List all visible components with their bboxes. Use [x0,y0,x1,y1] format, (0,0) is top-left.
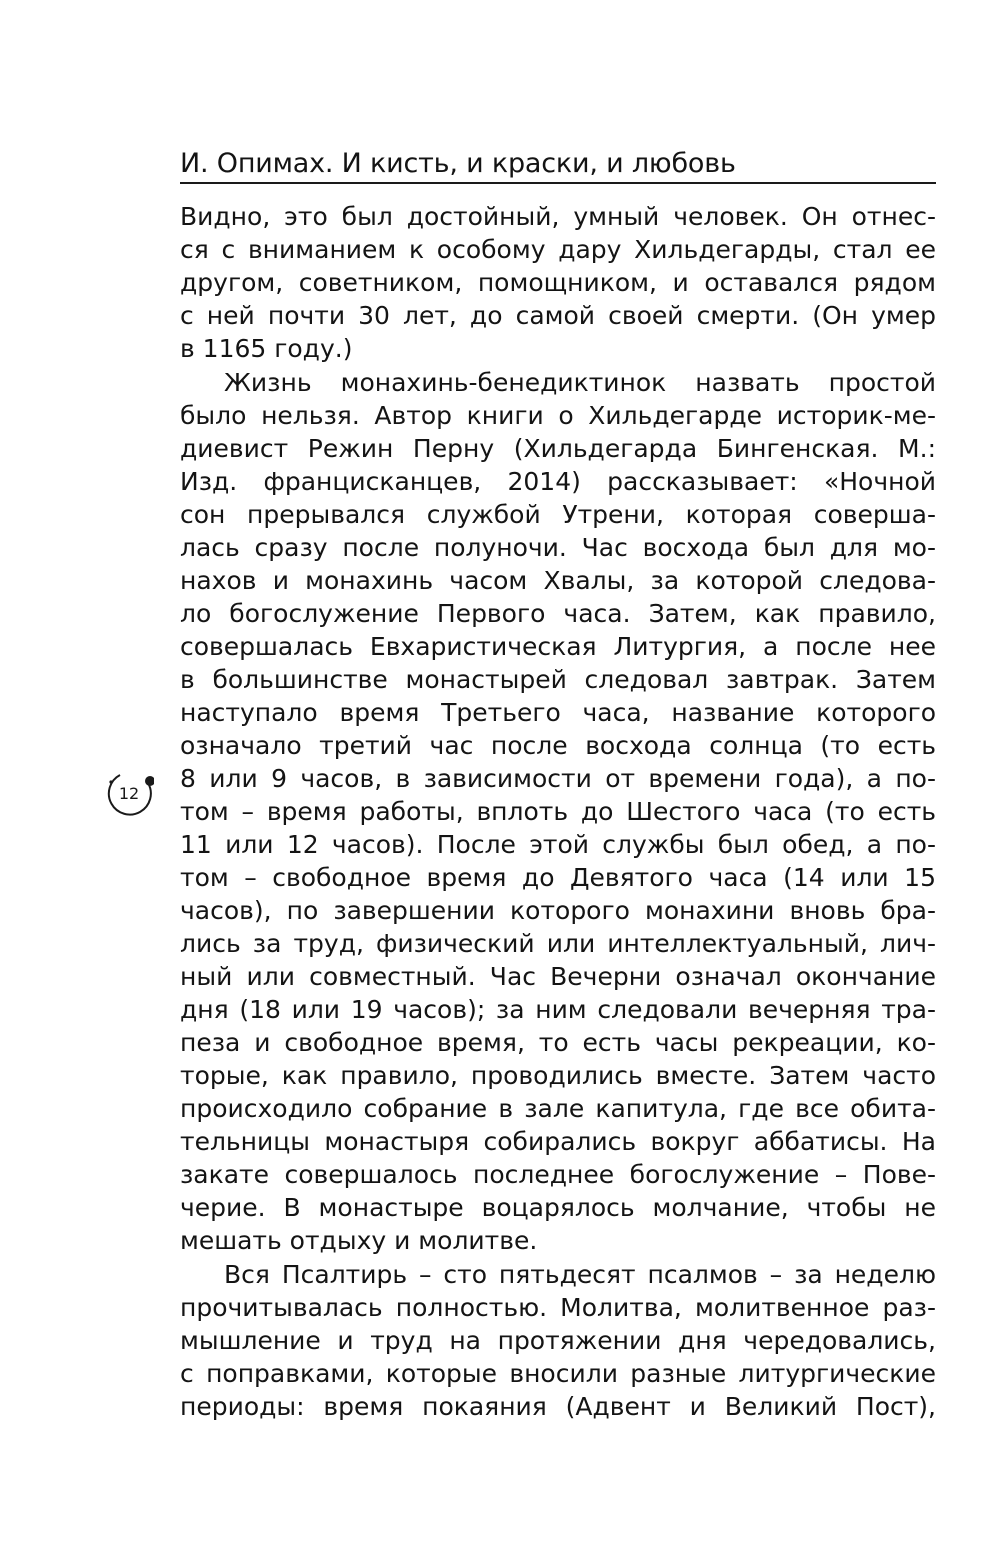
text-line: лась сразу после полуночи. Час восхода был для мо- [180,533,936,562]
text-line: черие. В монастыре воцарялось молчание, чтобы не [180,1193,936,1222]
text-line: прочитывалась полностью. Молитва, молитвенное раз- [180,1293,936,1322]
text-line: ный или совместный. Час Вечерни означал окончание [180,962,936,991]
text-line: нахов и монахинь часом Хвалы, за которой следова- [180,566,936,595]
text-line: совершалась Евхаристическая Литургия, а после нее [180,632,936,661]
text-line: дня (18 или 19 часов); за ним следовали вечерняя тра- [180,995,936,1024]
text-line: Жизнь монахинь-бенедиктинок назвать простой [224,368,936,397]
text-line: наступало время Третьего часа, название которого [180,698,936,727]
text-line: Вся Псалтирь – сто пятьдесят псалмов – за неделю [224,1260,936,1289]
page-number [104,769,154,819]
text-line: том – свободное время до Девятого часа (14 или 15 [180,863,936,892]
text-line: происходило собрание в зале капитула, где все обита- [180,1094,936,1123]
text-line: Изд. францисканцев, 2014) рассказывает: «Ночной [180,467,936,496]
text-line: диевист Режин Перну (Хильдегарда Бингенская. М.: [180,434,936,463]
header-rule [180,182,936,184]
text-line: том – время работы, вплоть до Шестого часа (то есть [180,797,936,826]
paragraph [180,366,936,1257]
text-line: в большинстве монастырей следовал завтрак. Затем [180,665,936,694]
text-line: пеза и свободное время, то есть часы рекреации, ко- [180,1028,936,1057]
text-line: лись за труд, физический или интеллектуальный, лич- [180,929,936,958]
text-line: было нельзя. Автор книги о Хильдегарде историк-ме- [180,401,936,430]
text-line: тельницы монастыря собирались вокруг аббатисы. На [180,1127,936,1156]
text-line: сон прерывался службой Утрени, которая соверша- [180,500,936,529]
text-line: закате совершалось последнее богослужение – Пове- [180,1160,936,1189]
text-line: 11 или 12 часов). После этой службы был обед, а по- [180,830,936,859]
text-line: Видно, это был достойный, умный человек. Он отнес- [180,202,936,231]
text-line: ло богослужение Первого часа. Затем, как правило, [180,599,936,628]
text-line: с ней почти 30 лет, до самой своей смерти. (Он умер [180,301,936,330]
main-text [180,200,936,1423]
text-line: в 1165 году.) [180,334,353,363]
text-line: другом, советником, помощником, и оставался рядом [180,268,936,297]
paragraph [180,1258,936,1423]
page-number-text: 12 [118,784,140,803]
text-line: торые, как правило, проводились вместе. Затем часто [180,1061,936,1090]
text-line: часов), по завершении которого монахини вновь бра- [180,896,936,925]
paragraph [180,200,936,365]
text-line: ся с вниманием к особому дару Хильдегарды, стал ее [180,235,936,264]
text-line: означало третий час после восхода солнца (то есть [180,731,936,760]
text-line: 8 или 9 часов, в зависимости от времени года), а по- [180,764,936,793]
text-line: периоды: время покаяния (Адвент и Великий Пост), [180,1392,936,1421]
text-line: мешать отдыху и молитве. [180,1226,538,1255]
text-line: мышление и труд на протяжении дня чередовались, [180,1326,936,1355]
text-line: с поправками, которые вносили разные литургические [180,1359,936,1388]
running-title: И. Опимах. И кисть, и краски, и любовь [180,148,736,179]
